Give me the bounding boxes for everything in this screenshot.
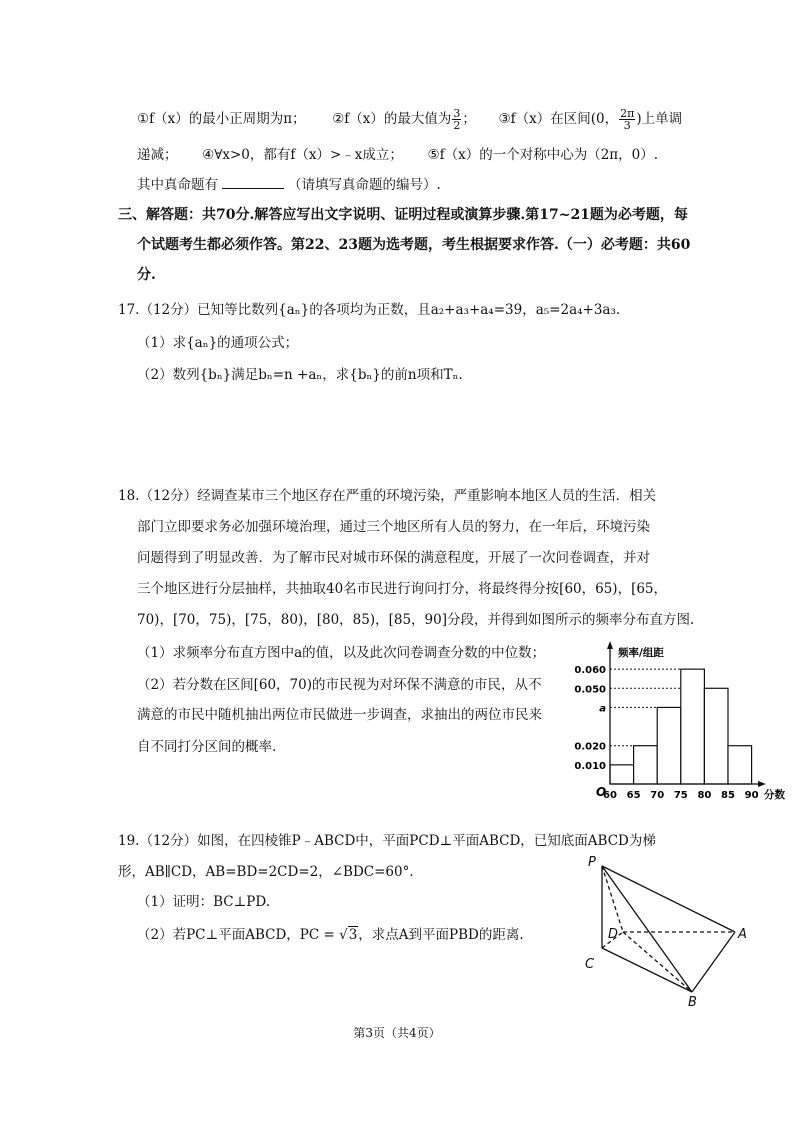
y-tick-label: 0.060 — [574, 665, 606, 677]
q17-part1: （1）求{aₙ}的通项公式； — [137, 335, 299, 351]
q18-line1: 18.（12分）经调查某市三个地区存在严重的环境污染，严重影响本地区人员的生活．相关 — [118, 488, 657, 504]
y-axis-label: 频率/组距 — [618, 647, 664, 659]
label-B: B — [688, 995, 697, 1010]
label-A: A — [738, 927, 747, 942]
q18-line2: 部门立即要求务必加强环境治理，通过三个地区所有人员的努力，在一年后，环境污染 — [137, 519, 650, 535]
section3-line2: 个试题考生都必须作答。第22、23题为选考题，考生根据要求作答.（一）必考题：共60 — [137, 237, 691, 253]
q18-line3: 问题得到了明显改善．为了解市民对城市环保的满意程度，开展了一次问卷调查，并对 — [137, 550, 650, 566]
q16-item1: ①f（x）的最小正周期为π； — [137, 111, 306, 127]
section3-line3: 分. — [137, 267, 156, 283]
label-P: P — [588, 855, 596, 870]
label-C: C — [585, 957, 595, 972]
histogram-bar — [610, 765, 634, 784]
y-tick-label: 0.020 — [574, 741, 606, 753]
q18-line4: 三个地区进行分层抽样，共抽取40名市民进行询问打分，将最终得分按[60，65)，[65， — [137, 581, 668, 597]
q16-item3-suffix: )上单调 — [636, 111, 683, 127]
pyramid-figure — [575, 850, 760, 1010]
q16-item2-suffix: ； — [462, 111, 476, 127]
edge-PD-hidden — [602, 866, 623, 932]
y-tick-label: a — [599, 703, 606, 715]
histogram-bar — [681, 669, 705, 784]
q16-line2-prefix: 递减； — [137, 147, 178, 163]
x-tick-label: 65 — [626, 790, 641, 801]
q19-part2: （2）若PC⊥平面ABCD，PC = √3，求点A到平面PBD的距离. — [137, 927, 524, 943]
q16-line2 — [137, 146, 658, 164]
x-tick-label: 75 — [673, 790, 688, 801]
x-tick-label: 90 — [744, 790, 759, 801]
q18-part1: （1）求频率分布直方图中a的值，以及此次问卷调查分数的中位数； — [137, 645, 546, 661]
histogram-bar — [634, 746, 658, 784]
x-tick-label: 60 — [603, 790, 617, 801]
x-tick-label: 85 — [721, 790, 735, 801]
q16-answer-blank[interactable] — [222, 176, 284, 189]
q18-part2-a: （2）若分数在区间[60，70)的市民视为对环保不满意的市民，从不 — [137, 677, 542, 693]
section3-line1: 三、解答题：共70分.解答应写出文字说明、证明过程或演算步骤.第17~21题为必考题，每 — [118, 207, 688, 223]
q17-part2: （2）数列{bₙ}满足bₙ=n +aₙ，求{bₙ}的前n项和Tₙ. — [137, 367, 463, 383]
q17-stem: 17.（12分）已知等比数列{aₙ}的各项均为正数，且a₂+a₃+a₄=39，a₅=2a₄+3a₃. — [118, 302, 621, 318]
histogram-bar — [657, 707, 681, 784]
q18-part2-c: 自不同打分区间的概率. — [137, 739, 277, 755]
q16-line1 — [137, 108, 682, 131]
q18-line5: 70)，[70，75)，[75，80)，[80，85)，[85，90]分段，并得到如图所示的频率分布直方图. — [137, 612, 695, 628]
edge-CB — [602, 948, 692, 992]
edge-BA — [692, 932, 735, 992]
q19-part2-prefix: （2）若PC⊥平面ABCD，PC = — [137, 927, 340, 943]
q19-part2-sqrt: 3 — [348, 927, 358, 943]
x-tick-label: 80 — [697, 790, 712, 801]
page-footer: 第3页（共4页） — [353, 1026, 441, 1040]
q16-item3-fraction: $\frac{2\pi}{3}$ — [620, 107, 635, 132]
x-tick-label: 70 — [650, 790, 665, 801]
x-axis-arrow — [758, 781, 766, 787]
q16-answer-prompt: 其中真命题有 — [137, 177, 218, 193]
q19-line2: 形，AB∥CD，AB=BD=2CD=2，∠BDC=60°． — [118, 864, 423, 880]
histogram-bar — [704, 688, 728, 784]
q16-item2-prefix: ②f（x）的最大值为 — [332, 111, 452, 127]
q19-part1: （1）证明：BC⊥PD. — [137, 894, 271, 910]
edge-DB-hidden — [623, 932, 692, 992]
edge-PA — [602, 866, 735, 932]
y-tick-label: 0.050 — [574, 684, 606, 696]
q16-answer-hint: （请填写真命题的编号）. — [288, 177, 441, 193]
q16-line3 — [137, 176, 441, 194]
q16-item5: ⑤f（x）的一个对称中心为（2π，0）. — [427, 147, 659, 163]
origin-label: O — [596, 785, 607, 799]
q18-part2-b: 满意的市民中随机抽出两位市民做进一步调查，求抽出的两位市民来 — [137, 707, 542, 723]
label-D: D — [608, 927, 619, 942]
y-tick-label: 0.010 — [574, 760, 606, 772]
histogram-bar — [728, 746, 752, 784]
q19-part2-suffix: ，求点A到平面PBD的距离. — [358, 927, 524, 943]
x-axis-label: 分数 — [764, 789, 785, 801]
q19-line1: 19.（12分）如图，在四棱锥P﹣ABCD中，平面PCD⊥平面ABCD，已知底面ABCD为梯 — [118, 833, 656, 849]
q16-item2-fraction: $\frac{3}{2}$ — [453, 107, 461, 132]
frequency-histogram — [560, 640, 785, 808]
y-axis-arrow — [607, 641, 613, 649]
q16-item4: ④∀x>0，都有f（x）>﹣x成立； — [202, 147, 403, 163]
q16-item3-prefix: ③f（x）在区间(0， — [498, 111, 619, 127]
